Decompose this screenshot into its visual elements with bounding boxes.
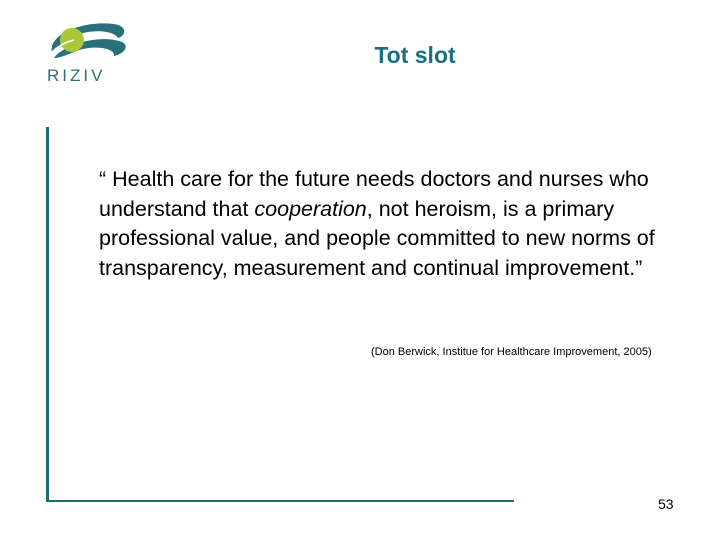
logo-text: RIZIV: [47, 66, 106, 85]
quote-emphasis: cooperation: [254, 196, 367, 221]
quote-after: , not heroism, is a primary professional value, and people committed to new norms of transparency, measurement and continual improvement.”: [99, 196, 655, 280]
quote-citation: (Don Berwick, Institue for Healthcare Improvement, 2005): [371, 346, 652, 358]
slide-title: Tot slot: [374, 42, 456, 68]
quote-text: [99, 165, 679, 283]
riziv-logo-mark: [44, 20, 134, 70]
vertical-rule: [46, 127, 49, 502]
horizontal-rule: [46, 500, 514, 502]
quote-before: “ Health care for the future needs doctors and nurses who understand that: [99, 167, 649, 221]
riziv-logo: [44, 20, 134, 90]
page-number: 53: [658, 496, 674, 512]
